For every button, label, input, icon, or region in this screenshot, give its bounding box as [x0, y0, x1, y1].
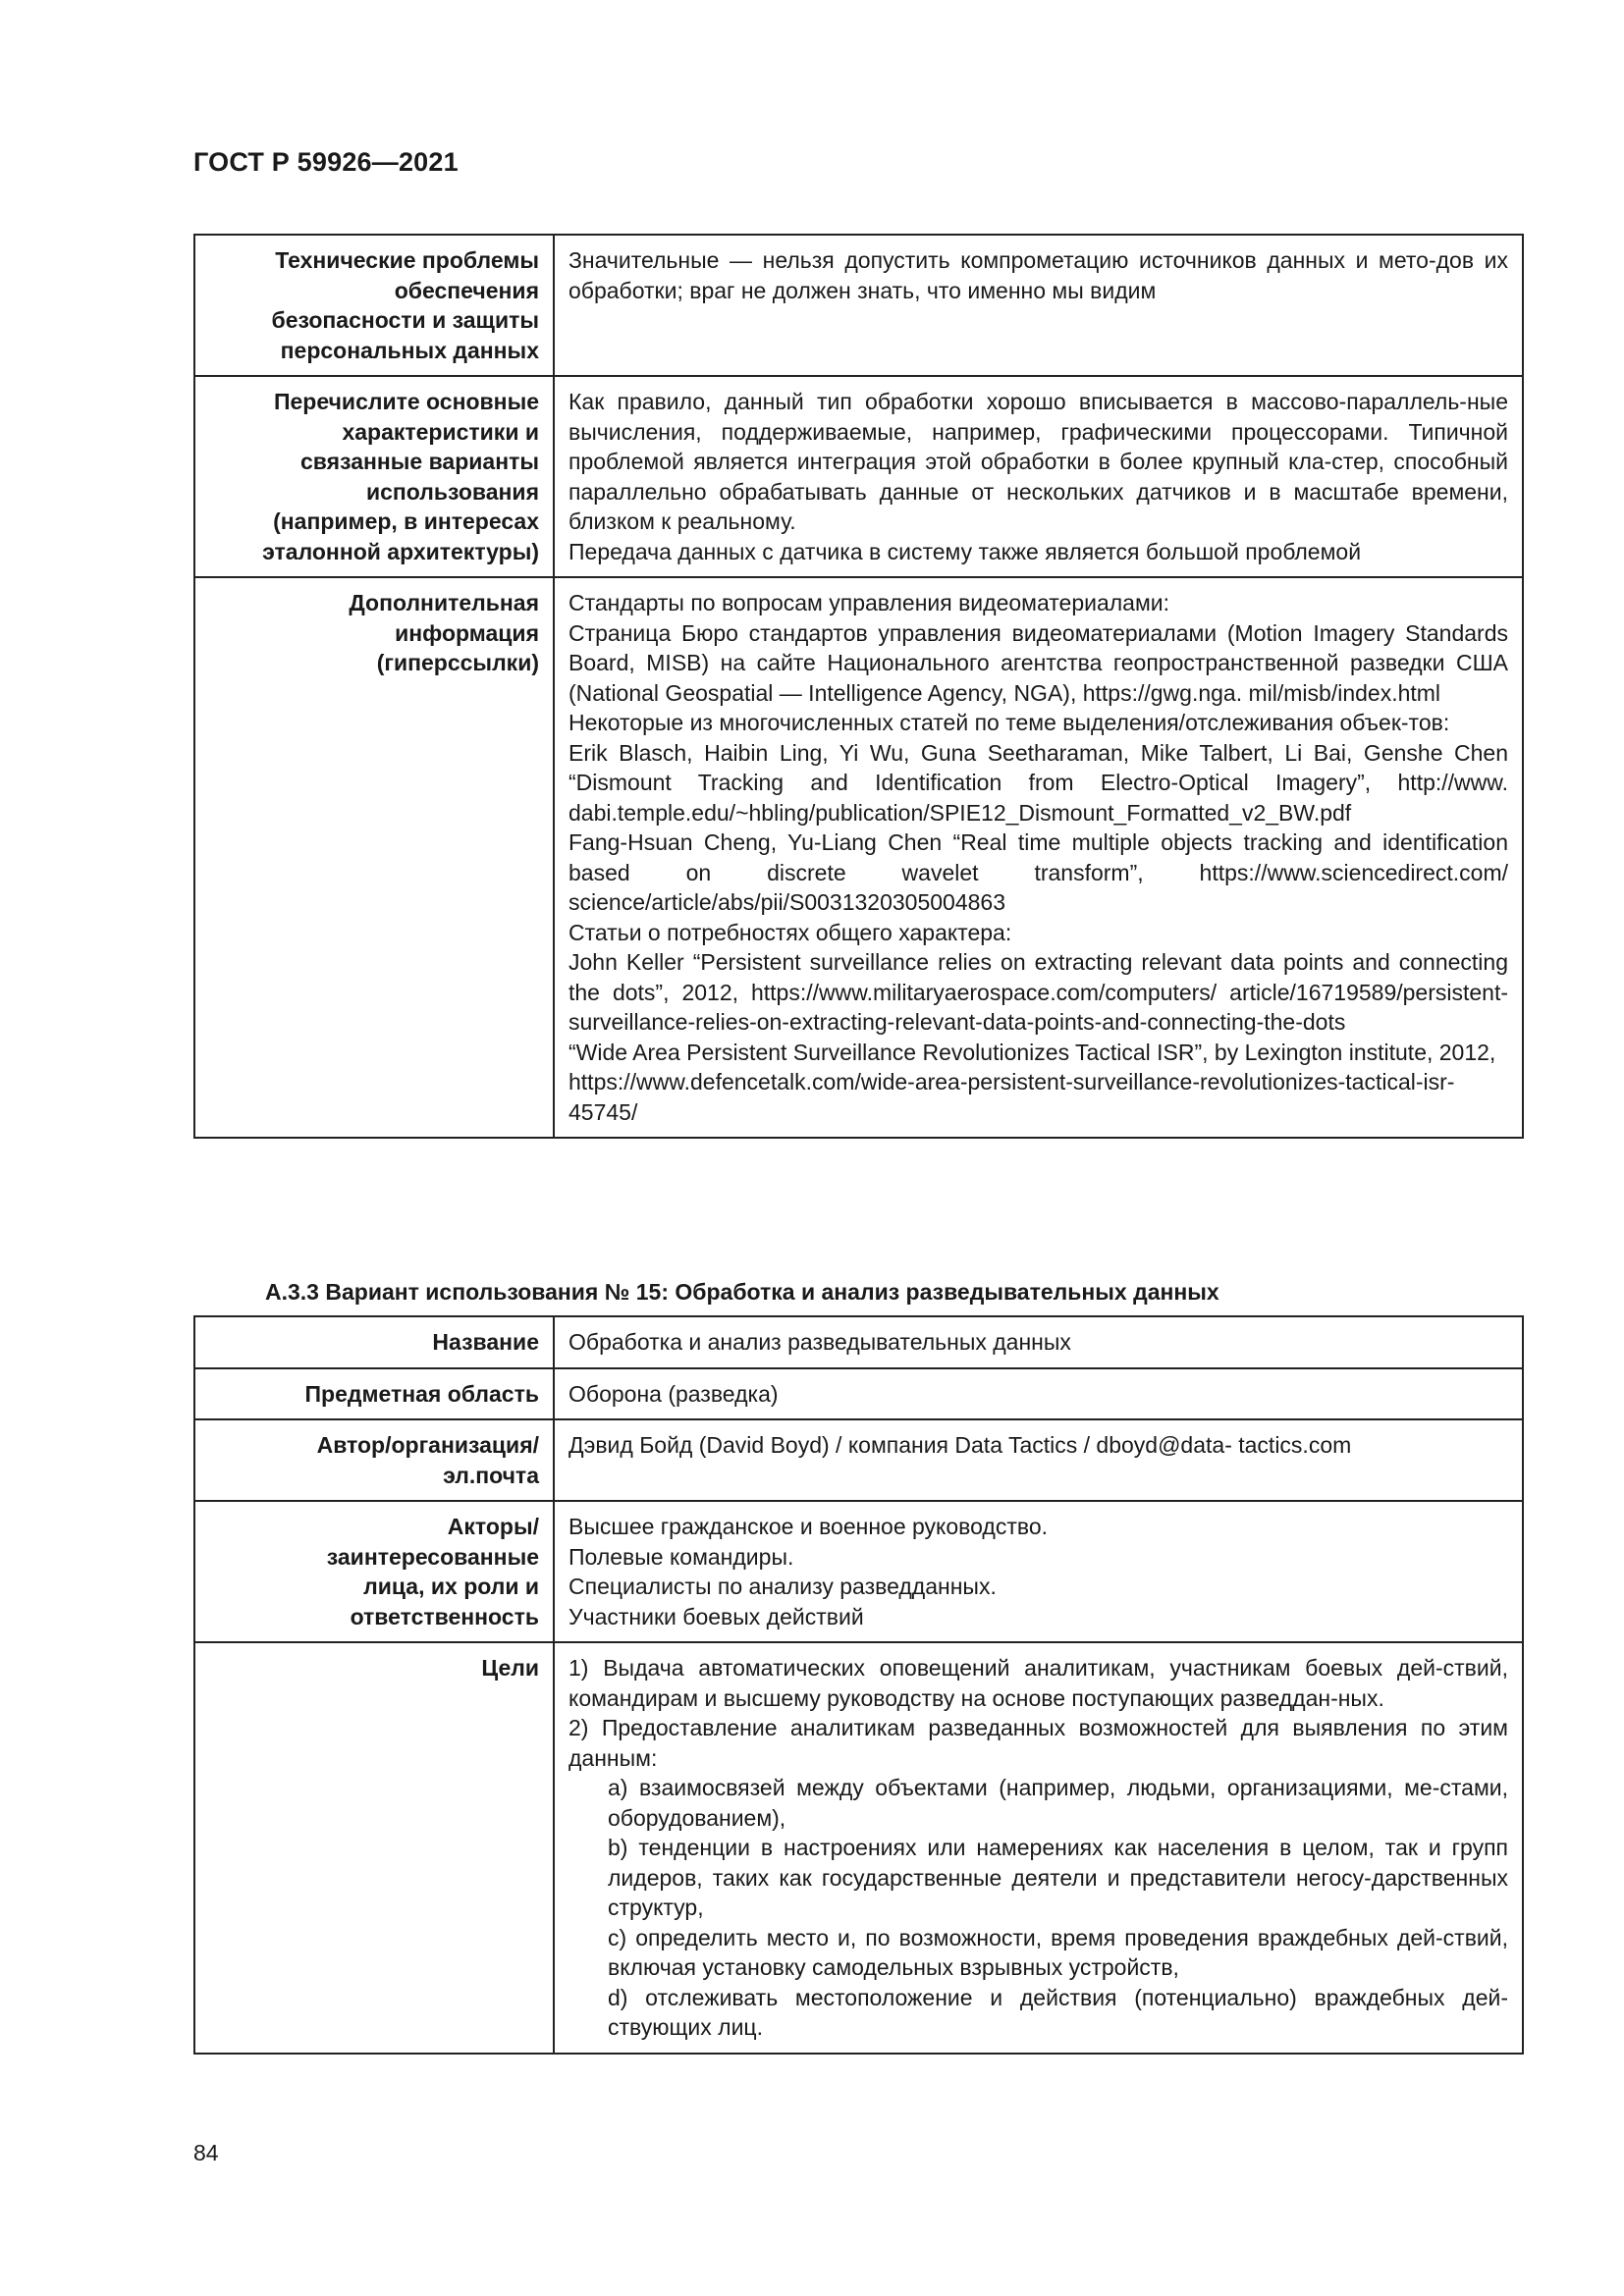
row-value-goals: 1) Выдача автоматических оповещений аналитикам, участникам боевых дей-ствий, командирам и высшему руководству на основе поступающих разведдан-ных. 2) Предоставление аналитикам разведанных возможностей для выявления по этим данным: а) взаимосвязей между объектами (например, людьми, организациями, ме-стами, оборудованием), b) тенденции в настроениях или намерениях как населения в целом, так и групп лидеров, таких как государственные деятели и представители негосу-дарственных структур, c) определить место и, по возможности, время проведения враждебных дей-ствий, включая установку самодельных взрывных устройств, d) отслеживать местоположение и действия (потенциально) враждебных дей-ствующих лиц.: [554, 1642, 1523, 2054]
row-value-additional-info: Стандарты по вопросам управления видеоматериалами: Страница Бюро стандартов управления видеоматериалами (Motion Imagery Standards Board, MISB) на сайте Национального агентства геопространственной разведки США (National Geospatial — Intelligence Agency, NGA), https://gwg.nga. mil/misb/index.html Некоторые из многочисленных статей по теме выделения/отслеживания объек-тов: Erik Blasch, Haibin Ling, Yi Wu, Guna Seetharaman, Mike Talbert, Li Bai, Genshe Chen “Dismount Tracking and Identification from Electro-Optical Imagery”, http://www. dabi.temple.edu/~hbling/publication/SPIE12_Dismount_Formatted_v2_BW.pdf Fang-Hsuan Cheng, Yu-Liang Chen “Real time multiple objects tracking and identification based on discrete wavelet transform”, https://www.sciencedirect.com/ science/article/abs/pii/S0031320305004863 Статьи о потребностях общего характера: John Keller “Persistent surveillance relies on extracting relevant data points and connecting the dots”, 2012, https://www.militaryaerospace.com/computers/ article/16719589/persistent-surveillance-relies-on-extracting-relevant-data-points-and-connecting-the-dots “Wide Area Persistent Surveillance Revolutionizes Tactical ISR”, by Lexington institute, 2012, https://www.defencetalk.com/wide-area-persistent-surveillance-revolutionizes-tactical-isr-45745/: [554, 577, 1523, 1138]
goal-sub-item: b) тенденции в настроениях или намерениях как населения в целом, так и групп лидеров, таких как государственные деятели и представители негосу-дарственных структур,: [608, 1835, 1508, 1920]
row-value-author: Дэвид Бойд (David Boyd) / компания Data Tactics / dboyd@data- tactics.com: [554, 1419, 1523, 1501]
page-header: ГОСТ Р 59926—2021: [193, 147, 459, 177]
page-number: 84: [193, 2140, 219, 2165]
row-label-additional-info: Дополнительная информация (гиперссылки): [194, 577, 554, 1138]
use-case-15-table: [193, 1315, 1524, 2055]
row-value-characteristics: Как правило, данный тип обработки хорошо вписывается в массово-параллель-ные вычисления, поддерживаемые, например, графическими процессорами. Типичной проблемой является интеграция этой обработки в более крупный кла-стер, способный параллельно обрабатывать данные от нескольких датчиков и в масштабе времени, близком к реальному. Передача данных с датчика в систему также является большой проблемой: [554, 376, 1523, 577]
use-case-table-continued: [193, 234, 1524, 1139]
table-row: [194, 577, 1523, 1138]
goal-sub-item: а) взаимосвязей между объектами (например, людьми, организациями, ме-стами, оборудованием),: [608, 1775, 1508, 1831]
goal-sub-item: c) определить место и, по возможности, время проведения враждебных дей-ствий, включая установку самодельных взрывных устройств,: [608, 1924, 1508, 1980]
table-row: [194, 235, 1523, 376]
table-row: [194, 1419, 1523, 1501]
table-row: [194, 1501, 1523, 1642]
row-label-security: Технические проблемы обеспечения безопасности и защиты персональных данных: [194, 235, 554, 376]
table-row: [194, 1642, 1523, 2054]
table-row: [194, 1368, 1523, 1420]
row-label-actors: Акторы/ заинтересованные лица, их роли и ответственность: [194, 1501, 554, 1642]
section-title: А.3.3 Вариант использования № 15: Обработка и анализ разведывательных данных: [265, 1279, 1219, 1305]
goal-sub-item: d) отслеживать местоположение и действия (потенциально) враждебных дей-ствующих лиц.: [608, 1984, 1508, 2040]
row-value-security: Значительные — нельзя допустить компрометацию источников данных и мето-дов их обработки; враг не должен знать, что именно мы видим: [554, 235, 1523, 376]
row-value-name: Обработка и анализ разведывательных данных: [554, 1316, 1523, 1368]
row-label-domain: Предметная область: [194, 1368, 554, 1420]
row-value-actors: Высшее гражданское и военное руководство. Полевые командиры. Специалисты по анализу разведданных. Участники боевых действий: [554, 1501, 1523, 1642]
table-row: [194, 1316, 1523, 1368]
row-label-characteristics: Перечислите основные характеристики и связанные варианты использования (например, в интересах эталонной архитектуры): [194, 376, 554, 577]
table-row: [194, 376, 1523, 577]
row-value-domain: Оборона (разведка): [554, 1368, 1523, 1420]
row-label-name: Название: [194, 1316, 554, 1368]
row-label-author: Автор/организация/ эл.почта: [194, 1419, 554, 1501]
row-label-goals: Цели: [194, 1642, 554, 2054]
